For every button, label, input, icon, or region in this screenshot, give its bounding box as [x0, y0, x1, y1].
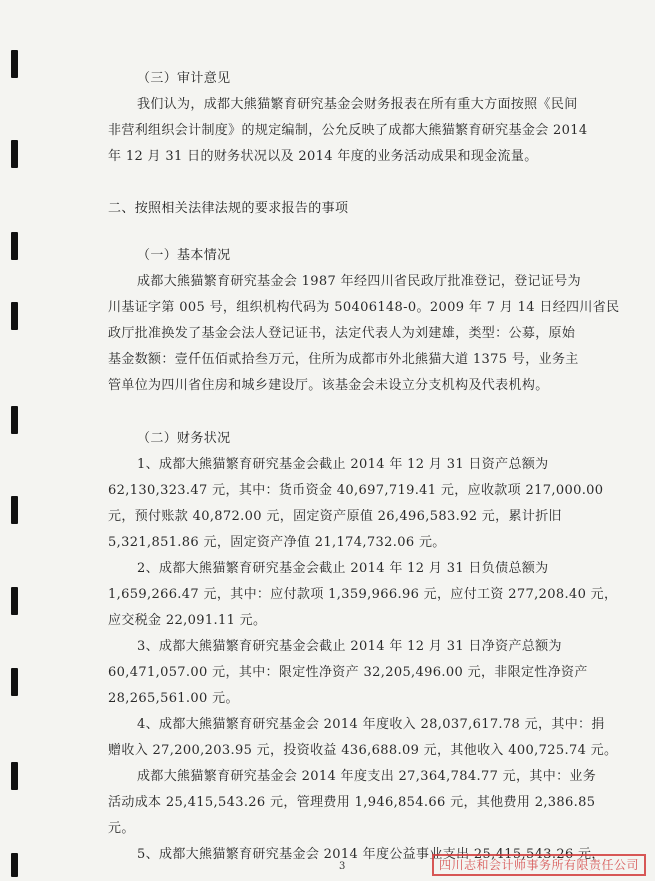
basic-info-line: 基金数额：壹仟伍佰贰拾叁万元，住所为成都市外北熊猫大道 1375 号，业务主: [108, 352, 579, 367]
firm-seal-stamp: 四川志和会计师事务所有限责任公司: [432, 854, 646, 876]
audit-opinion-heading: （三）审计意见: [137, 71, 231, 86]
basic-info-line: 管单位为四川省住房和城乡建设厅。该基金会未设立分支机构及代表机构。: [108, 378, 549, 393]
audit-opinion-line: 年 12 月 31 日的财务状况以及 2014 年度的业务活动成果和现金流量。: [108, 149, 538, 164]
legal-matters-heading: 二、按照相关法律法规的要求报告的事项: [108, 201, 349, 216]
binding-mark: [11, 853, 18, 877]
net-assets-line: 60,471,057.00 元，其中：限定性净资产 32,205,496.00 元，非限定性净资产: [108, 665, 588, 680]
assets-line: 元，预付账款 40,872.00 元，固定资产原值 26,496,583.92 元，累计折旧: [108, 509, 562, 524]
assets-line: 5,321,851.86 元，固定资产净值 21,174,732.06 元。: [108, 535, 446, 550]
liabilities-line: 1,659,266.47 元，其中：应付款项 1,359,966.96 元，应付工资 277,208.40 元，: [108, 587, 618, 602]
binding-mark: [11, 406, 18, 434]
income-line: 4、成都大熊猫繁育研究基金会 2014 年度收入 28,037,617.78 元，其中：捐: [137, 717, 605, 732]
assets-line: 1、成都大熊猫繁育研究基金会截止 2014 年 12 月 31 日资产总额为: [137, 457, 549, 472]
binding-mark: [11, 50, 18, 78]
liabilities-line: 2、成都大熊猫繁育研究基金会截止 2014 年 12 月 31 日负债总额为: [137, 561, 549, 576]
expense-line: 活动成本 25,415,543.26 元，管理费用 1,946,854.66 元，其他费用 2,386.85: [108, 795, 596, 810]
audit-opinion-line: 我们认为，成都大熊猫繁育研究基金会财务报表在所有重大方面按照《民间: [137, 97, 578, 112]
income-line: 赠收入 27,200,203.95 元，投资收益 436,688.09 元，其他收入 400,725.74 元。: [108, 743, 618, 758]
expense-line: 成都大熊猫繁育研究基金会 2014 年度支出 27,364,784.77 元，其中：业务: [137, 769, 597, 784]
binding-mark: [11, 302, 18, 330]
basic-info-line: 政厅批准换发了基金会法人登记证书，法定代表人为刘建雄，类型：公募，原始: [108, 326, 576, 341]
basic-info-heading: （一）基本情况: [137, 248, 231, 263]
binding-mark: [11, 668, 18, 696]
public-welfare-expense-line: 5、成都大熊猫繁育研究基金会 2014 年度公益事业支出 25,415,543.26 元，: [137, 847, 605, 862]
financial-status-heading: （二）财务状况: [137, 431, 231, 446]
expense-line: 元。: [108, 821, 135, 836]
binding-mark: [11, 496, 18, 524]
page-number: 3: [339, 861, 346, 872]
net-assets-line: 3、成都大熊猫繁育研究基金会截止 2014 年 12 月 31 日净资产总额为: [137, 639, 562, 654]
binding-mark: [11, 587, 18, 615]
assets-line: 62,130,323.47 元，其中：货币资金 40,697,719.41 元，应收款项 217,000.00: [108, 483, 604, 498]
basic-info-line: 成都大熊猫繁育研究基金会 1987 年经四川省民政厅批准登记，登记证号为: [137, 274, 581, 289]
audit-opinion-line: 非营利组织会计制度》的规定编制，公允反映了成都大熊猫繁育研究基金会 2014: [108, 123, 588, 138]
binding-mark: [11, 762, 18, 790]
binding-mark: [11, 232, 18, 260]
liabilities-line: 应交税金 22,091.11 元。: [108, 613, 267, 628]
basic-info-line: 川基证字第 005 号，组织机构代码为 50406148-0。2009 年 7 月 14 日经四川省民: [108, 300, 620, 315]
net-assets-line: 28,265,561.00 元。: [108, 691, 239, 706]
binding-mark: [11, 140, 18, 168]
